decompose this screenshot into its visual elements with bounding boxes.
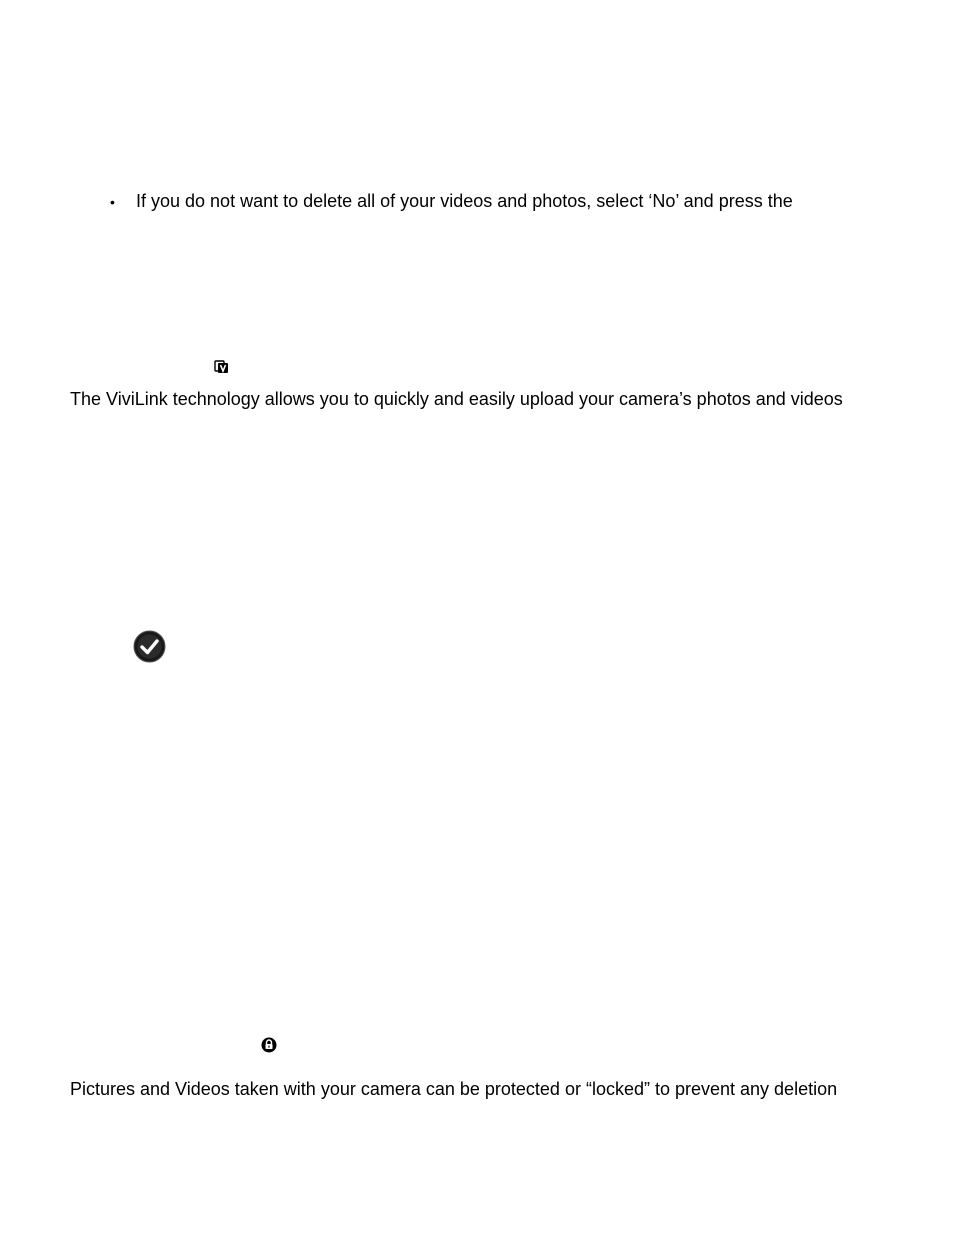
protect-paragraph: Pictures and Videos taken with your camera can be protected or “locked” to prevent any deletion	[70, 1079, 838, 1099]
lock-icon	[261, 1037, 277, 1053]
bullet-text: If you do not want to delete all of your videos and photos, select ‘No’ and press the	[136, 191, 793, 211]
vivilink-paragraph: The ViviLink technology allows you to quickly and easily upload your camera’s photos and videos	[70, 389, 843, 409]
bullet-list-item	[110, 190, 793, 213]
bullet-marker: •	[110, 194, 115, 210]
checkmark-circle-icon	[133, 630, 166, 663]
vivilink-icon	[214, 360, 230, 374]
